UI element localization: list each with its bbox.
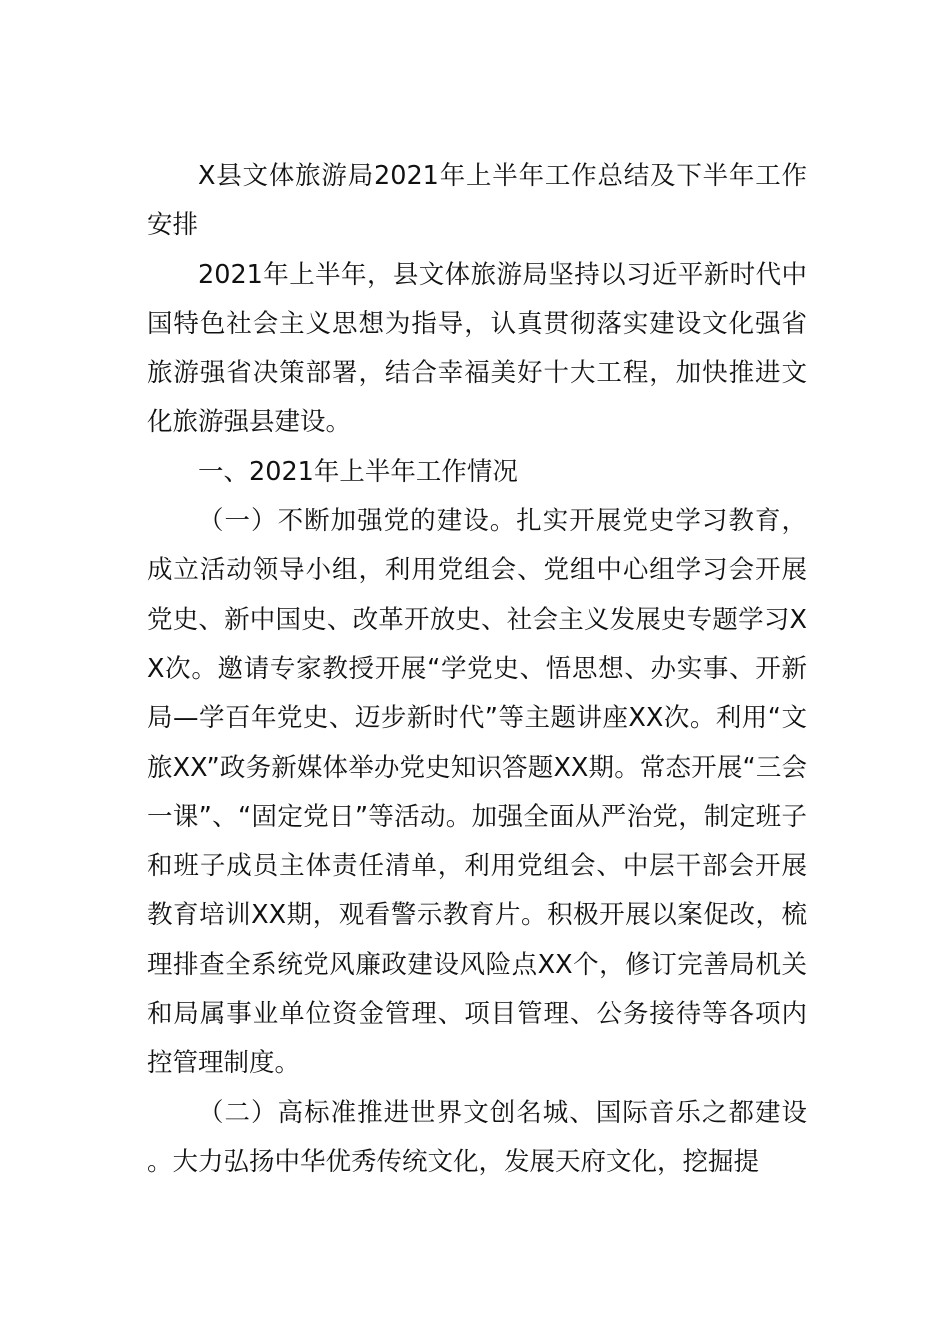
section-paragraph-culture-city: （二）高标准推进世界文创名城、国际音乐之都建设。大力弘扬中华优秀传统文化，发展天府文化，挖掘提 — [147, 1097, 807, 1177]
section-paragraph-party-building: （一）不断加强党的建设。扎实开展党史学习教育，成立活动领导小组，利用党组会、党组中心组学习会开展党史、新中国史、改革开放史、社会主义发展史专题学习XX次。邀请专家教授开展“学党史、悟思想、办实事、开新局—学百年党史、迈步新时代”等主题讲座XX次。利用“文旅XX”政务新媒体举办党史知识答题XX期。常态开展“三会一课”、“固定党日”等活动。加强全面从严治党，制定班子和班子成员主体责任清单，利用党组会、中层干部会开展教育培训XX期，观看警示教育片。积极开展以案促改，梳理排查全系统党风廉政建设风险点XX个，修订完善局机关和局属事业单位资金管理、项目管理、公务接待等各项内控管理制度。 — [147, 506, 807, 1079]
section-heading: 一、2021年上半年工作情况 — [198, 456, 518, 487]
document-title: X县文体旅游局2021年上半年工作总结及下半年工作安排 — [147, 161, 807, 241]
document-body — [147, 152, 807, 1187]
intro-paragraph: 2021年上半年，县文体旅游局坚持以习近平新时代中国特色社会主义思想为指导，认真贯彻落实建设文化强省旅游强省决策部署，结合幸福美好十大工程，加快推进文化旅游强县建设。 — [147, 259, 807, 438]
